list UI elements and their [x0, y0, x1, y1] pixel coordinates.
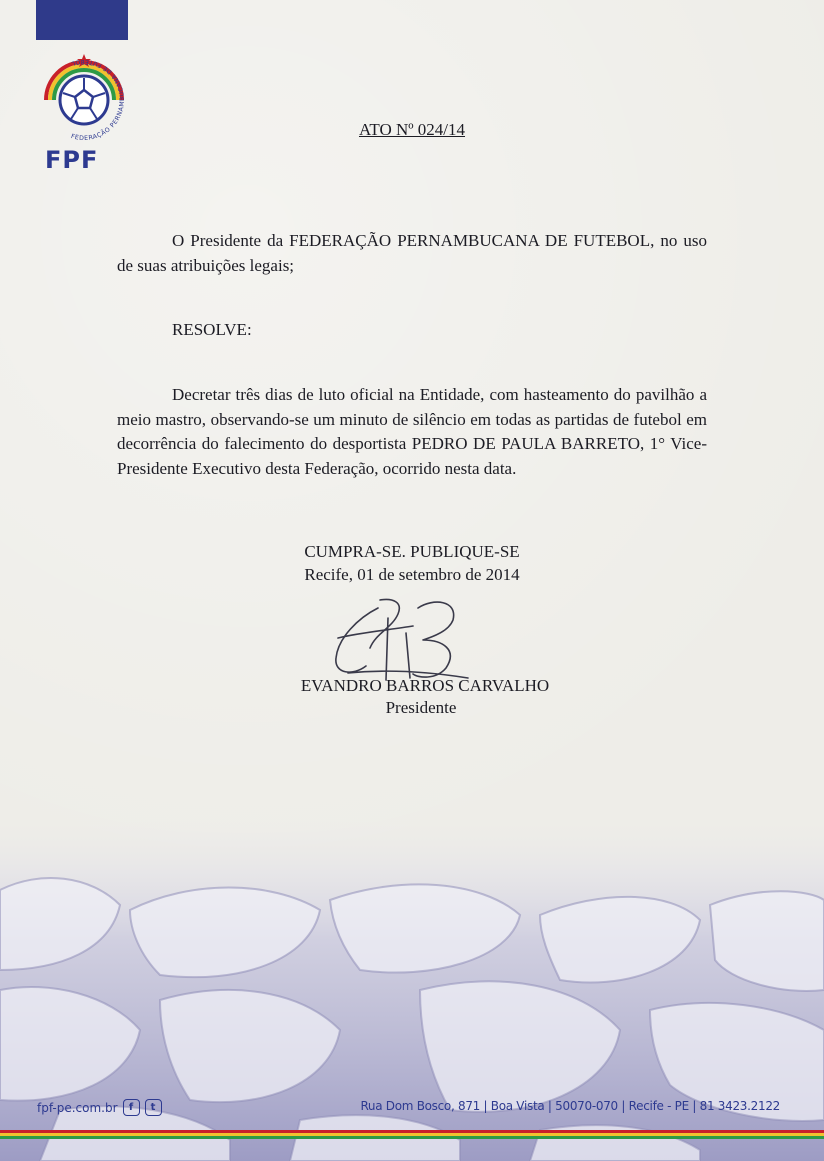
- intro-paragraph: [117, 228, 707, 278]
- twitter-icon[interactable]: t: [145, 1099, 162, 1116]
- closing-formula: CUMPRA-SE. PUBLIQUE-SE: [304, 542, 520, 561]
- header-color-tab: [36, 0, 128, 40]
- footer-address: Rua Dom Bosco, 871 | Boa Vista | 50070-070 | Recife - PE | 81 3423.2122: [360, 1099, 780, 1113]
- document-title: ATO Nº 024/14: [358, 120, 466, 139]
- body-text: Decretar três dias de luto oficial na Entidade, com hasteamento do pavilhão a meio mastro, observando-se um minuto de silêncio em todas as partidas de futebol em decorrência do falecimento do desportista PEDRO DE PAULA BARRETO, 1° Vice-Presidente Executivo desta Federação, ocorrido nesta data.: [117, 385, 707, 478]
- logo-ring-text: FEDERAÇÃO PERNAMBUCANA DE FUTEBOL: [69, 57, 127, 143]
- facebook-icon[interactable]: f: [123, 1099, 140, 1116]
- signer-name: EVANDRO BARROS CARVALHO: [300, 676, 550, 695]
- footer-web-social: [37, 1099, 162, 1116]
- stripe-green: [0, 1136, 824, 1139]
- footer-color-stripes: [0, 1130, 824, 1139]
- intro-text: O Presidente da FEDERAÇÃO PERNAMBUCANA DE FUTEBOL, no uso de suas atribuições legais;: [117, 231, 707, 275]
- fpf-wordmark: FPF: [45, 146, 99, 174]
- signer-role: Presidente: [385, 698, 457, 717]
- place-and-date: Recife, 01 de setembro de 2014: [304, 565, 520, 584]
- body-paragraph: [117, 383, 707, 481]
- resolve-heading: RESOLVE:: [172, 320, 252, 339]
- website-link[interactable]: fpf-pe.com.br: [37, 1100, 118, 1115]
